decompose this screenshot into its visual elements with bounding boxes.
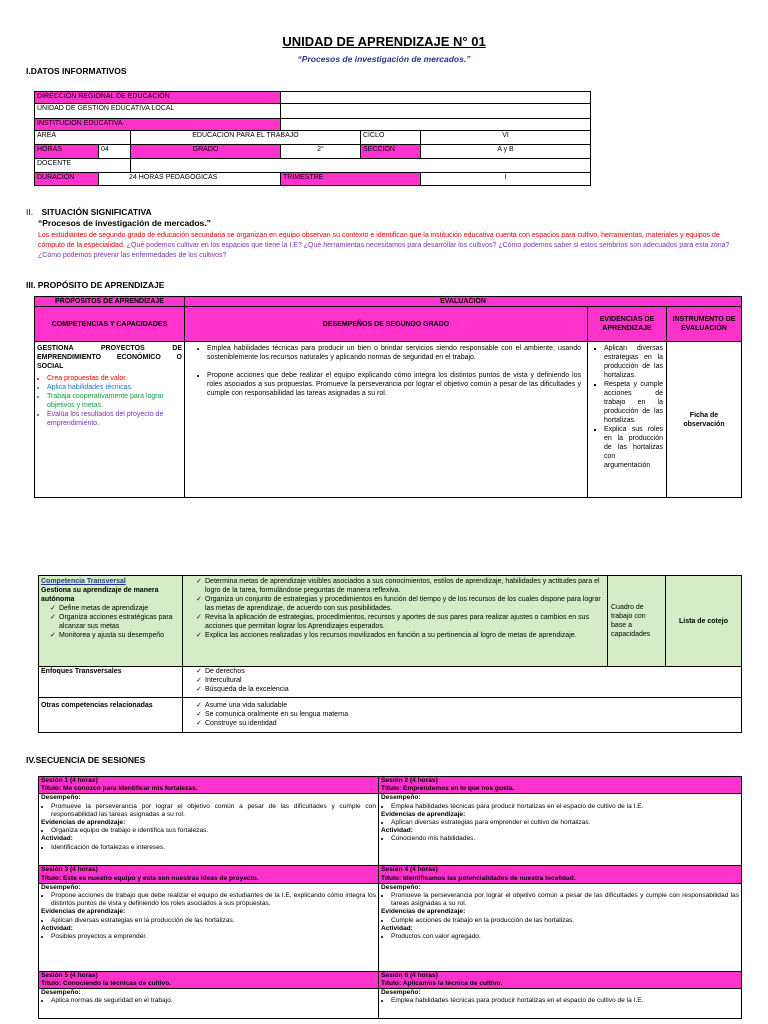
- transversal-competencia: Gestiona su aprendizaje de manera autónoma: [41, 587, 159, 603]
- grado-label: GRADO: [131, 145, 281, 159]
- evidencias-label: Evidencias de aprendizaje:: [41, 819, 126, 827]
- otras-label: Otras competencias relacionadas: [39, 698, 183, 733]
- datos-heading: I.DATOS INFORMATIVOS: [26, 66, 127, 76]
- grado-value: 2°: [281, 145, 361, 159]
- desempeno-label: Desempeño:: [381, 883, 421, 891]
- evidencias-label: Evidencias de aprendizaje:: [381, 908, 466, 916]
- transversal-table: [38, 575, 742, 733]
- situacion-num: II.: [26, 207, 34, 217]
- sesion-3-title: Título: Este es nuestro equipo y esta son nuestras ideas de proyecto.: [41, 874, 259, 882]
- sesion-5-title: Título: Conociendo la técnicas de cultivo.: [41, 980, 172, 988]
- page-title: UNIDAD DE APRENDIZAJE N° 01: [282, 34, 486, 49]
- enfoques-label: Enfoques Transversales: [39, 667, 183, 698]
- sesion-5-desempeno: • Aplica normas de seguridad en el trabajo.: [51, 997, 376, 1005]
- transversal-evidencia: Cuadro de trabajo con base a capacidades: [608, 576, 666, 667]
- sesion-2-head: Sesión 2 (4 horas): [381, 777, 438, 784]
- transversal-desempeno-4: ✓ Explica las acciones realizadas y los recursos movilizados en función a su pertinencia al logro de metas de aprendizaje.: [205, 631, 605, 640]
- instrumento-value: Ficha de observación: [667, 342, 742, 498]
- actividad-label: Actividad:: [381, 924, 413, 932]
- sesion-4-desempeno: • Promueve la perseverancia por lograr el objetivo común a pesar de las dificultades y cumple con responsabilidad las tareas asignadas a su rol.: [391, 892, 739, 908]
- competencia-name: GESTIONA PROYECTOS DE EMPRENDIMIENTO ECONÓMICO O SOCIAL: [37, 345, 182, 370]
- horas-label: HORAS: [35, 145, 99, 159]
- area-value: EDUCACIÓN PARA EL TRABAJO: [131, 131, 361, 145]
- col-evidencias: EVIDENCIAS DE APRENDIZAJE: [588, 307, 667, 342]
- transversal-desempeno-2: ✓ Organiza un conjunto de estrategias y procedimientos en función del tiempo y de los recursos de los cuales dispone para lograr las metas de aprendizaje, de acuerdo con sus posibilidades.: [205, 595, 605, 613]
- sesiones-heading: IV.SECUENCIA DE SESIONES: [26, 755, 146, 765]
- horas-value: 04: [99, 145, 131, 159]
- evidencia-3: ▪ Explica sus roles en la producción de las hortalizas con argumentación: [604, 425, 663, 470]
- desempeno-1: • Emplea habilidades técnicas para producir un bien o brindar servicios siendo responsable con el ambiente, usando sosteniblemente los recursos naturales y aplicando normas de seguridad en el trabajo.: [207, 344, 581, 362]
- capacidad-4: • Evalúa los resultados del proyecto de emprendimiento.: [47, 410, 182, 428]
- datos-table: [34, 91, 591, 186]
- situacion-title: “Procesos de investigación de mercados.”: [38, 218, 211, 228]
- ugel-label: UNIDAD DE GESTIÓN EDUCATIVA LOCAL: [35, 104, 281, 119]
- evidencia-2: ▪ Respeta y cumple acciones de trabajo en la producción de las hortalizas.: [604, 380, 663, 425]
- sesion-4-title: Título: Identificamos las potencialidades de nuestra localidad.: [381, 874, 576, 882]
- otra-competencia-2: ✓ Se comunica oralmente en su lengua materna: [205, 710, 739, 719]
- sesion-2-desempeno: • Emplea habilidades técnicas para producir hortalizas en el espacio de cultivo de la I.E.: [391, 803, 739, 811]
- situacion-text-red: Los estudiantes de segundo grado de educación secundaria se organizan en equipo observan su contexto e identifican que la institución educativa cuenta con espacios para cultivo, herramientas, materiales y equipos de cómputo de la especialidad.: [38, 232, 720, 249]
- proposito-table: [34, 296, 742, 498]
- col-evaluacion: EVALUACIÓN: [185, 297, 742, 307]
- sesion-1-evidencia: • Organiza equipo de trabajo e identifica sus fortalezas.: [51, 827, 376, 835]
- transversal-cap-2: ✓ Organiza acciones estratégicas para alcanzar sus metas: [59, 613, 180, 631]
- sesion-3-desempeno: • Propone acciones de trabajo que debe realizar el equipo de estudiantes de la I.E, explicando cómo integra los distintos puntos de vista y definiendo los roles asociados a sus propuestas.: [51, 892, 376, 908]
- desempeno-label: Desempeño:: [381, 989, 421, 997]
- col-propositos: PROPÓSITOS DE APRENDIZAJE: [35, 297, 185, 307]
- ie-label: INSTITUCIÓN EDUCATIVA: [35, 119, 281, 131]
- col-instrumento: INSTRUMENTO DE EVALUACIÓN: [667, 307, 742, 342]
- page-subtitle: “Procesos de investigación de mercados.”: [297, 54, 471, 64]
- sesion-5-head: Sesión 5 (4 horas): [41, 971, 98, 979]
- proposito-heading: III. PROPÓSITO DE APRENDIZAJE: [26, 280, 165, 290]
- sesion-1-desempeno: • Promueve la perseverancia por lograr el objetivo común a pesar de las dificultades y cumple con responsabilidad las tareas asignadas a su rol.: [51, 803, 376, 819]
- capacidad-3: • Trabaja cooperativamente para lograr objetivos y metas.: [47, 392, 182, 410]
- evidencias-label: Evidencias de aprendizaje:: [381, 810, 466, 818]
- ciclo-label: CICLO: [361, 131, 421, 145]
- transversal-cap-1: ✓ Define metas de aprendizaje: [59, 604, 180, 613]
- dre-label: DIRECCIÓN REGIONAL DE EDUCACIÓN: [35, 92, 281, 104]
- desempeno-label: Desempeño:: [381, 794, 421, 802]
- situacion-text: [38, 231, 738, 261]
- situacion-heading: SITUACIÓN SIGNIFICATIVA: [41, 207, 152, 217]
- trimestre-label: TRIMESTRE: [281, 173, 421, 186]
- seccion-label: SECCIÓN: [361, 145, 421, 159]
- seccion-value: A y B: [421, 145, 591, 159]
- sesion-2-evidencia: • Aplican diversas estrategias para emprender el cultivo de hortalizas.: [391, 819, 739, 827]
- docente-label: DOCENTE: [35, 159, 131, 173]
- otra-competencia-1: ✓ Asume una vida saludable: [205, 701, 739, 710]
- evidencias-label: Evidencias de aprendizaje:: [41, 908, 126, 916]
- sesion-1-title: Título: Me conozco para identificar mis fortalezas.: [41, 785, 198, 793]
- desempeno-label: Desempeño:: [41, 794, 81, 802]
- ciclo-value: VI: [421, 131, 591, 145]
- sesion-6-title: Título: Aplicamos la técnica de cultivo.: [381, 980, 503, 988]
- desempeno-2: • Propone acciones que debe realizar el equipo explicando cómo integra los distintos puntos de vista y definiendo los roles asociados a sus propuestas. Promueve la perseverancia por lograr el objetivo común a pesar de las dificultades y cumple con responsabilidad las tareas asignadas a su rol.: [207, 371, 581, 398]
- situacion-text-questions: ¿Qué podemos cultivar en los espacios que tiene la I.E? ¿Qué herramientas necesitamos para desarrollar los cultivos? ¿Cómo podemos saber si estos sembríos son adecuados para esta zona? ¿Cómo podemos prevenir las enfermedades de los cultivos?: [38, 242, 730, 259]
- duracion-value: 24 HORAS PEDAGÓGICAS: [99, 173, 281, 186]
- sesion-1-head: Sesión 1 (4 horas): [41, 777, 98, 784]
- enfoque-2: ✓ Intercultural: [205, 676, 739, 685]
- desempeno-label: Desempeño:: [41, 883, 81, 891]
- sesion-3-actividad: • Posibles proyectos a emprender.: [51, 933, 376, 941]
- desempeno-label: Desempeño:: [41, 989, 81, 997]
- sesion-1-actividad: • Identificación de fortalezas e intereses.: [51, 844, 376, 852]
- sesion-3-evidencia: • Aplican diversas estrategias en la producción de las hortalizas.: [51, 917, 376, 925]
- trimestre-value: I: [421, 173, 591, 186]
- actividad-label: Actividad:: [41, 924, 73, 932]
- otra-competencia-3: ✓ Construye su identidad: [205, 719, 739, 728]
- actividad-label: Actividad:: [381, 827, 413, 835]
- duracion-label: DURACIÓN: [35, 173, 99, 186]
- col-desempenos: DESEMPEÑOS DE SEGUNDO GRADO: [185, 307, 588, 342]
- transversal-instrumento: Lista de cotejo: [666, 576, 742, 667]
- transversal-title: Competencia Transversal: [41, 578, 126, 585]
- transversal-cap-3: ✓ Monitorea y ajusta su desempeño: [59, 631, 180, 640]
- enfoque-3: ✓ Búsqueda de la excelencia: [205, 685, 739, 694]
- sesion-3-head: Sesión 3 (4 horas): [41, 866, 98, 874]
- col-competencias: COMPETENCIAS Y CAPACIDADES: [35, 307, 185, 342]
- sesion-4-actividad: • Productos con valor agregado.: [391, 933, 739, 941]
- sesion-2-title: Título: Emprendemos en lo que nos gusta.: [381, 785, 515, 793]
- sesiones-table: [38, 776, 742, 1019]
- transversal-desempeno-1: ✓ Determina metas de aprendizaje visibles asociados a sus conocimientos, estilos de aprendizaje, habilidades y actitudes para el logro de la tarea, formulándose preguntas de manera reflexiva.: [205, 577, 605, 595]
- sesion-6-desempeno: • Emplea habilidades técnicas para producir hortalizas en el espacio de cultivo de la I.E.: [391, 997, 739, 1005]
- sesion-4-evidencia: • Cumple acciones de trabajo en la producción de las hortalizas.: [391, 917, 739, 925]
- capacidad-1: • Crea propuestas de valor.: [47, 374, 182, 383]
- area-label: ÁREA: [35, 131, 131, 145]
- evidencia-1: ▪ Aplican diversas estrategias en la producción de las hortalizas.: [604, 344, 663, 380]
- capacidad-2: • Aplica habilidades técnicas.: [47, 383, 182, 392]
- sesion-6-head: Sesión 6 (4 horas): [381, 971, 438, 979]
- actividad-label: Actividad:: [41, 835, 73, 843]
- sesion-2-actividad: • Conociendo mis habilidades.: [391, 835, 739, 843]
- enfoque-1: ✓ De derechos: [205, 667, 739, 676]
- transversal-desempeno-3: ✓ Revisa la aplicación de estrategias, procedimientos, recursos y aportes de sus pares para realizar ajustes o cambios en sus acciones que permitan lograr los Aprendizajes esperados.: [205, 613, 605, 631]
- sesion-4-head: Sesión 4 (4 horas): [381, 866, 438, 874]
